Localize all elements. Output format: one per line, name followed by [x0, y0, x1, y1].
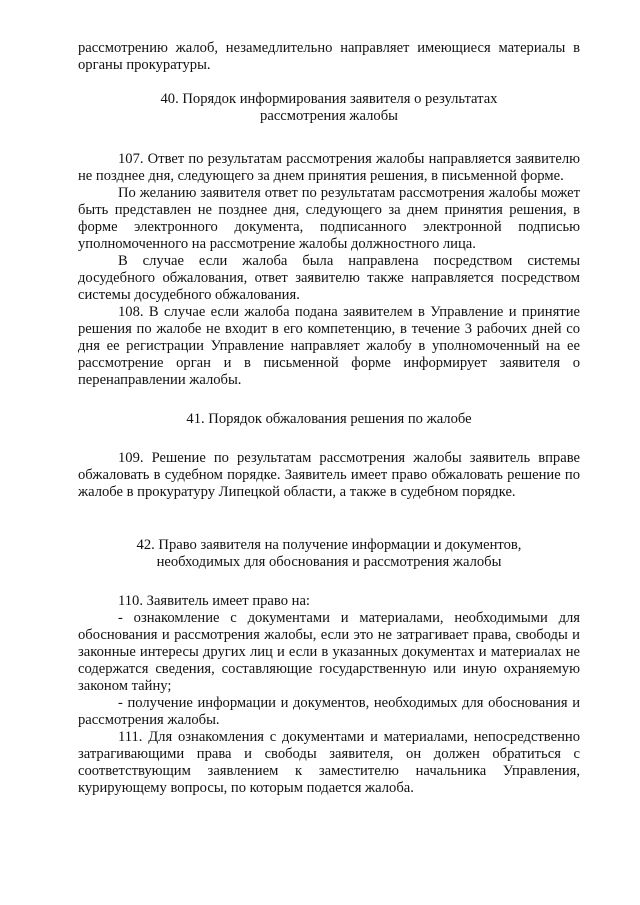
heading-line: 41. Порядок обжалования решения по жалобе	[186, 411, 472, 427]
list-item-obtaining-info: - получение информации и документов, необходимых для обоснования и рассмотрения жалобы.	[78, 695, 580, 728]
heading-line: необходимых для обоснования и рассмотрения жалобы	[156, 554, 502, 570]
heading-line: 40. Порядок информирования заявителя о результатах	[160, 91, 498, 107]
list-item-familiarization: - ознакомление с документами и материалами, необходимыми для обоснования и рассмотрения жалобы, если это не затрагивает права, свободы и законные интересы других лиц и если в указанных документах и материалах не содержатся сведения, составляющие государственную или иную охраняемую законом тайну;	[78, 610, 580, 694]
heading-line: 42. Право заявителя на получение информации и документов,	[136, 537, 522, 553]
paragraph-108: 108. В случае если жалоба подана заявителем в Управление и принятие решения по жалобе не входит в его компетенцию, в течение 3 рабочих дней со дня ее регистрации Управление направляет жалобу в уполномоченный на ее рассмотрение орган и в письменной форме информирует заявителя о перенаправлении жалобы.	[78, 304, 580, 388]
paragraph-pretrial-system: В случае если жалоба была направлена посредством системы досудебного обжалования, ответ заявителю также направляется посредством системы досудебного обжалования.	[78, 253, 580, 303]
paragraph-electronic-answer: По желанию заявителя ответ по результатам рассмотрения жалобы может быть представлен не позднее дня, следующего за днем принятия решения, в форме электронного документа, подписанного электронной подписью уполномоченного на рассмотрение жалобы должностного лица.	[78, 185, 580, 252]
continuation-paragraph: рассмотрению жалоб, незамедлительно направляет имеющиеся материалы в органы прокуратуры.	[78, 40, 580, 73]
paragraph-110: 110. Заявитель имеет право на:	[118, 593, 310, 609]
section-heading-40	[78, 91, 580, 125]
paragraph-109: 109. Решение по результатам рассмотрения жалобы заявитель вправе обжаловать в судебном порядке. Заявитель имеет право обжаловать решение по жалобе в прокуратуру Липецкой области, а также в судебном порядке.	[78, 450, 580, 500]
paragraph-111: 111. Для ознакомления с документами и материалами, непосредственно затрагивающими права и свободы заявителя, он должен обратиться с соответствующим заявлением к заместителю начальника Управления, курирующему вопросы, по которым подается жалоба.	[78, 729, 580, 796]
section-heading-42	[78, 537, 580, 571]
paragraph-107: 107. Ответ по результатам рассмотрения жалобы направляется заявителю не позднее дня, следующего за днем принятия решения, в письменной форме.	[78, 151, 580, 184]
heading-line: рассмотрения жалобы	[260, 108, 398, 124]
section-heading-41	[78, 411, 580, 428]
